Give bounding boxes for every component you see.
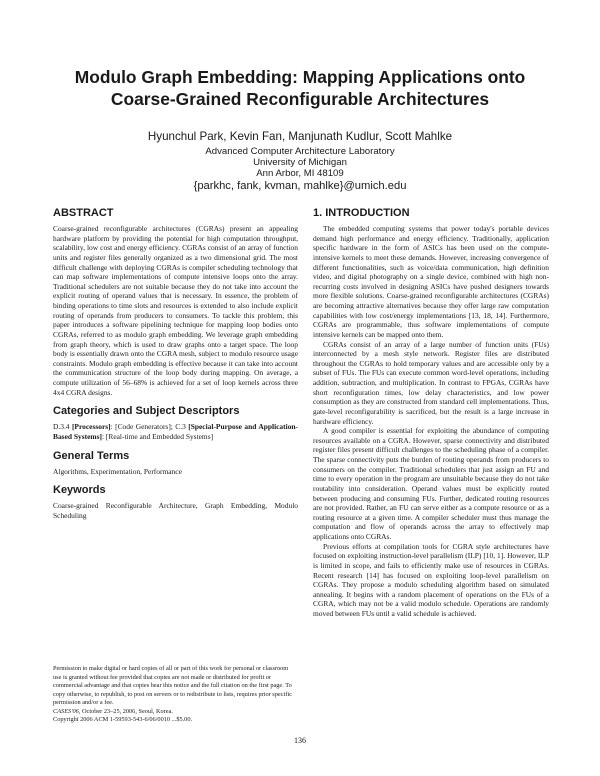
categories-heading: Categories and Subject Descriptors <box>53 405 240 418</box>
intro-paragraph: CGRAs consist of an array of a large number of function units (FUs) interconnected by a mesh style network. Register files are distributed throughout the CGRAs to hold temporary values and are accessible only by a subset of FUs. The FUs can execute common word-level operations, including addition, subtraction, and multiplication. In contrast to FPGAs, CGRAs have short reconfiguration times, low delay characteristics, and low power consumption as they are constructed from standard cell implementations. Thus, gate-level reconfigurability is sacrificed, but the result is a large increase in hardware efficiency. <box>313 339 549 426</box>
title-line-2: Coarse-Grained Reconfigurable Architectures <box>110 89 490 109</box>
intro-paragraph: A good compiler is essential for exploiting the abundance of computing resources available on a CGRA. However, sparse connectivity and distributed register files present difficult challenges to the scheduling phase of a compiler. The sparse connectivity puts the burden of routing operands from producers to consumers on the compiler. Traditional schedulers that just assign an FU and time to every operation in the program are unsuitable because they do not take routability into consideration. Operand values must be explicitly routed between producing and consuming FUs. Further, dedicated routing resources are not provided. Rather, an FU can serve either as a compute resource or as a routing resource at a given time. A compiler scheduler must thus manage the computation and flow of operands across the array to effectively map applications onto CGRAs. <box>313 426 549 541</box>
keywords-text: Coarse-grained Reconfigurable Architecture, Graph Embedding, Modulo Scheduling <box>53 501 298 520</box>
right-column <box>313 206 549 619</box>
left-column <box>53 206 298 520</box>
intro-paragraph: The embedded computing systems that power today's portable devices demand high performance and energy efficiency. Traditionally, application specific hardware in the form of ASICs has been used on the compute-intensive kernels to meet these demands. However, increasing convergence of different functionalities, such as voice/data communication, high definition video, and digital photography on a single device, combined with high non-recurring costs involved in designing ASICs have pushed designers towards more flexible solutions. Coarse-grained reconfigurable architectures (CGRAs) are becoming attractive alternatives because they offer large raw computation capabilities with low cost/energy implementations [13, 18, 14]. Furthermore, CGRAs are programmable, thus software implementations of compute intensive kernels can be mapped onto them. <box>313 224 549 339</box>
authors: Hyunchul Park, Kevin Fan, Manjunath Kudlur, Scott Mahlke <box>147 130 453 143</box>
author-email: {parkhc, fank, kvman, mahlke}@umich.edu <box>193 180 407 192</box>
general-terms-heading: General Terms <box>53 449 130 462</box>
abstract-text: Coarse-grained reconfigurable architectures (CGRAs) present an appealing hardware platform by providing the potential for high computation throughput, scalability, low cost and energy efficiency. CGRAs consist of an array of function units and register files generally organized as a two dimensional grid. The most difficult challenge with deploying CGRAs is compiler scheduling technology that can map software implementations of compute intensive loops onto the array. Traditional schedulers are not suitable because they do not take into account the explicit routing of operand values that is necessary. In essence, the problem of binding operations to time slots and resources is extended to also include explicit routing of operands from producers to consumers. To tackle this problem, this paper introduces a software pipelining technique for mapping loop bodies onto CGRAs, referred to as modulo graph embedding. We leverage graph embedding from graph theory, which is used to draw graphs onto a target space. The loop body is essentially drawn onto the CGRA mesh, subject to modulo resource usage constraints. Modulo graph embedding is effective because it can take into account the communication structure of the loop body during mapping. On average, a compute utilization of 56–68% is achieved for a set of loop kernels across three 4x4 CGRA designs. <box>53 224 298 397</box>
venue-line <box>53 708 298 717</box>
permission-text: Permission to make digital or hard copies of all or part of this work for personal or classroom use is granted without fee provided that copies are not made or distributed for profit or commercial advantage and that copies bear this notice and the full citation on the first page. To copy otherwise, to republish, to post on servers or to redistribute to lists, requires prior specific permission and/or a fee. <box>53 665 292 706</box>
affiliation-lab: Advanced Computer Architecture Laboratory <box>205 146 395 157</box>
acm-copyright: Copyright 2006 ACM 1-59593-543-6/06/0010 ...$5.00. <box>53 716 193 723</box>
category-realtime: : [Real-time and Embedded Systems] <box>101 431 214 441</box>
abstract-heading: ABSTRACT <box>53 207 114 219</box>
category-processors: [Processors] <box>71 422 111 432</box>
paper-title <box>30 66 570 110</box>
keywords-heading: Keywords <box>53 484 106 497</box>
category-code-generators: : [Code Generators]; C.3 <box>110 422 186 432</box>
general-terms-text: Algorithms, Experimentation, Performance <box>53 466 182 476</box>
venue-name: CASES'06, <box>53 707 81 715</box>
venue-details: October 23–25, 2006, Seoul, Korea. <box>80 707 173 715</box>
category-code: D.3.4 <box>53 422 70 432</box>
page-number: 136 <box>294 736 306 745</box>
affiliation <box>0 146 600 180</box>
affiliation-university: University of Michigan <box>253 157 347 169</box>
category-special-purpose: [Special-Purpose and Application-Based Systems] <box>53 422 299 441</box>
affiliation-address: Ann Arbor, MI 48109 <box>256 168 344 180</box>
title-line-1: Modulo Graph Embedding: Mapping Applications onto <box>74 67 526 87</box>
introduction-heading: 1. INTRODUCTION <box>313 207 410 219</box>
copyright-notice <box>53 665 298 725</box>
intro-paragraph: Previous efforts at compilation tools for CGRA style architectures have focused on exploiting instruction-level parallelism (ILP) [10, 1]. However, ILP is limited in scope, and fails to efficiently make use of resources in CGRAs. Recent research [14] has focused on exploiting loop-level parallelism on CGRAs. They propose a modulo scheduling algorithm based on simulated annealing. It begins with a random placement of operations on the FUs of a CGRA, which may not be a valid modulo schedule. Operations are randomly moved between FUs until a valid schedule is achieved. <box>313 541 549 618</box>
categories-text <box>53 422 298 441</box>
